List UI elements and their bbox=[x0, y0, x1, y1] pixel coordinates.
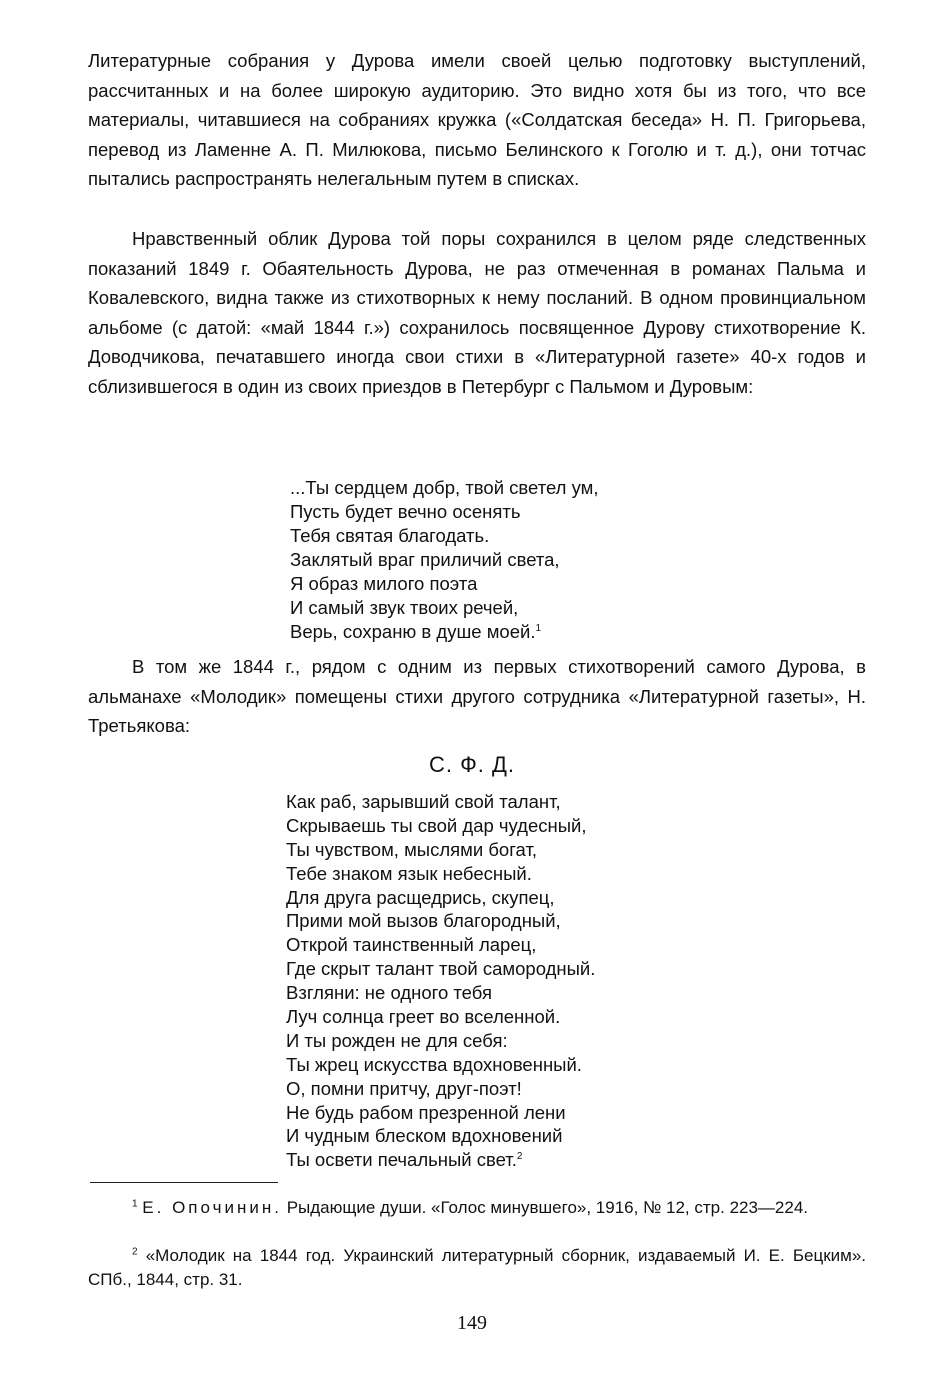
verse-line: Ты жрец искусства вдохновенный. bbox=[286, 1053, 582, 1075]
footnote-ref: 1 bbox=[535, 622, 542, 634]
verse-line: Скрываешь ты свой дар чудесный, bbox=[286, 814, 587, 836]
paragraph-molodik: В том же 1844 г., рядом с одним из первых стихотворений самого Дурова, в альманахе «Молодик» помещены стихи другого сотрудника «Литературной газеты», Н. Третьякова: bbox=[88, 656, 866, 737]
footnote-divider bbox=[90, 1182, 278, 1183]
verse-line: И ты рожден не для себя: bbox=[286, 1029, 508, 1051]
verse-line: Не будь рабом презренной лени bbox=[286, 1101, 566, 1123]
verse-line: Прими мой вызов благородный, bbox=[286, 910, 561, 932]
footnote-1 bbox=[88, 1196, 866, 1220]
verse-line: Тебя святая благодать. bbox=[290, 525, 490, 546]
verse-line: О, помни притчу, друг-поэт! bbox=[286, 1077, 522, 1099]
footnote-text: Рыдающие души. «Голос минувшего», 1916, № 12, стр. 223—224. bbox=[286, 1198, 809, 1217]
verse-dovodchikov bbox=[290, 476, 599, 644]
verse-line: Я образ милого поэта bbox=[290, 573, 478, 594]
verse-line: Пусть будет вечно осенять bbox=[290, 501, 521, 522]
verse-line: Тебе знаком язык небесный. bbox=[286, 862, 532, 884]
footnote-mark: 1 bbox=[132, 1198, 138, 1210]
verse-line: ...Ты сердцем добр, твой светел ум, bbox=[290, 477, 599, 498]
footnote-ref: 2 bbox=[516, 1151, 523, 1163]
verse-line: Заклятый враг приличий света, bbox=[290, 549, 560, 570]
verse-line: Для друга расщедрись, скупец, bbox=[286, 886, 555, 908]
page-number: 149 bbox=[457, 1312, 487, 1334]
verse-line: Где скрыт талант твой самородный. bbox=[286, 958, 596, 980]
footnote-author: Е. Опочинин. bbox=[142, 1198, 282, 1217]
footnote-2 bbox=[88, 1244, 866, 1292]
verse-line: Как раб, зарывший свой талант, bbox=[286, 791, 561, 812]
verse-line: Ты чувством, мыслями богат, bbox=[286, 838, 538, 860]
verse-line: И чудным блеском вдохновений bbox=[286, 1125, 563, 1147]
verse-line: Открой таинственный ларец, bbox=[286, 934, 537, 956]
verse-line-text: Ты освети печальный свет. bbox=[286, 1149, 517, 1171]
paragraph-durov-gatherings: Литературные собрания у Дурова имели своей целью подготовку выступлений, рассчитанных и на более широкую аудиторию. Это видно хотя бы из того, что все материалы, читавшиеся на собраниях кружка («Солдатская беседа» Н. П. Григорьева, перевод из Ламенне А. П. Милюкова, письмо Белинского к Гоголю и т. д.), они тотчас пытались распространять нелегальным путем в списках. bbox=[88, 50, 866, 190]
verse-line-last bbox=[286, 1148, 595, 1172]
verse-tretyakov bbox=[286, 790, 595, 1172]
poem-title: С. Ф. Д. bbox=[428, 752, 516, 777]
verse-line: И самый звук твоих речей, bbox=[290, 597, 519, 618]
verse-line: Луч солнца греет во вселенной. bbox=[286, 1006, 561, 1028]
footnote-text: «Молодик на 1844 год. Украинский литературный сборник, издаваемый И. Е. Бецким». СПб., 1844, стр. 31. bbox=[88, 1246, 866, 1289]
paragraph-durov-moral-image: Нравственный облик Дурова той поры сохранился в целом ряде следственных показаний 1849 г. Обаятельность Дурова, не раз отмеченная в романах Пальма и Ковалевского, видна также из стихотворных к нему посланий. В одном провинциальном альбоме (с датой: «май 1844 г.») сохранилось посвященное Дурову стихотворение К. Доводчикова, печатавшего иногда свои стихи в «Литературной газете» 40-х годов и сблизившегося в один из своих приездов в Петербург с Пальмом и Дуровым: bbox=[88, 228, 866, 397]
verse-line: Взгляни: не одного тебя bbox=[286, 982, 492, 1004]
verse-line-last bbox=[290, 620, 599, 644]
verse-line-text: Верь, сохраню в душе моей. bbox=[290, 621, 536, 642]
footnote-mark: 2 bbox=[132, 1246, 138, 1258]
